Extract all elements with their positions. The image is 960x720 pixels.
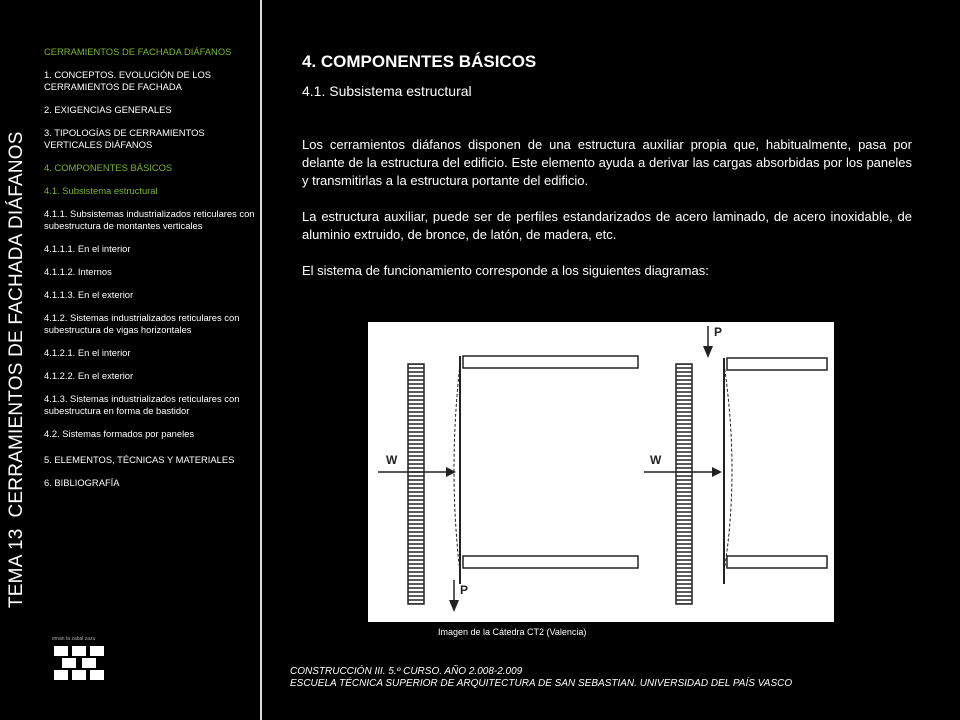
nav-item-4-1-1-2[interactable]: 4.1.1.2. Internos: [44, 266, 112, 277]
paragraph-3: El sistema de funcionamiento corresponde a los siguientes diagramas:: [302, 263, 709, 278]
label-p-bottom: P: [460, 583, 469, 597]
nav-item-4-1-2-2[interactable]: 4.1.2.2. En el exterior: [44, 370, 134, 381]
footer: [290, 666, 792, 690]
nav-item-4-1-2[interactable]: 4.1.2. Sistemas industrializados reticulares con subestructura de vigas horizontales: [44, 312, 240, 335]
diagram-right: [644, 325, 827, 604]
nav-item-bibliografia[interactable]: 6. BIBLIOGRAFÍA: [44, 477, 120, 488]
nav-item-4-1-1[interactable]: 4.1.1. Subsistemas industrializados reticulares con subestructura de montantes verticales: [44, 208, 255, 231]
vertical-title-topic: TEMA 13: [6, 528, 27, 608]
figure-caption: Imagen de la Cátedra CT2 (Valencia): [438, 627, 587, 637]
nav-item-elementos[interactable]: 5. ELEMENTOS, TÉCNICAS Y MATERIALES: [44, 454, 235, 465]
nav-item-tipologias[interactable]: 3. TIPOLOGÍAS DE CERRAMIENTOS VERTICALES DIÁFANOS: [44, 127, 205, 150]
nav-item-componentes[interactable]: 4. COMPONENTES BÁSICOS: [44, 162, 173, 173]
page-title: 4. COMPONENTES BÁSICOS: [302, 52, 537, 71]
nav-item-4-2[interactable]: 4.2. Sistemas formados por paneles: [44, 428, 195, 439]
logo-motto: eman ta zabal zazu: [52, 636, 96, 642]
section-subtitle: 4.1. Subsistema estructural: [302, 83, 472, 99]
label-w-left: W: [386, 453, 398, 467]
nav-item-4-1-1-1[interactable]: 4.1.1.1. En el interior: [44, 243, 131, 254]
nav-item-4-1-2-1[interactable]: 4.1.2.1. En el interior: [44, 347, 131, 358]
nav-item-4-1-1-3[interactable]: 4.1.1.3. En el exterior: [44, 289, 134, 300]
footer-course: CONSTRUCCIÓN III. 5.º CURSO. AÑO 2.008-2.009: [290, 666, 523, 677]
nav-item-subsistema-estructural[interactable]: 4.1. Subsistema estructural: [44, 185, 158, 196]
label-p-top: P: [714, 325, 723, 339]
university-logo: [52, 636, 108, 692]
footer-school: ESCUELA TÉCNICA SUPERIOR DE ARQUITECTURA DE SAN SEBASTIAN. UNIVERSIDAD DEL PAÍS VASCO: [290, 678, 793, 689]
sidebar-divider: [260, 0, 262, 720]
nav-item-4-1-3[interactable]: 4.1.3. Sistemas industrializados reticulares con subestructura en forma de bastidor: [44, 393, 240, 416]
label-w-right: W: [650, 453, 662, 467]
nav-item-conceptos[interactable]: 1. CONCEPTOS. EVOLUCIÓN DE LOS CERRAMIENTOS DE FACHADA: [44, 69, 212, 92]
nav-item-exigencias[interactable]: 2. EXIGENCIAS GENERALES: [44, 104, 172, 115]
paragraph-1: Los cerramientos diáfanos disponen de una estructura auxiliar propia que, habitualmente, pasa por delante de la estructura del edificio. Este elemento ayuda a derivar las cargas absorbidas por los paneles y transmitirlas a la estructura portante del edificio.: [302, 137, 912, 188]
vertical-title: [0, 0, 40, 720]
structural-diagram: [368, 322, 834, 622]
sidebar-nav: [44, 46, 258, 500]
nav-item-home[interactable]: CERRAMIENTOS DE FACHADA DIÁFANOS: [44, 46, 232, 57]
vertical-title-text: CERRAMIENTOS DE FACHADA DIÁFANOS: [6, 131, 27, 518]
diagram-left: [378, 356, 638, 612]
paragraph-2: La estructura auxiliar, puede ser de perfiles estandarizados de acero laminado, de acero inoxidable, de aluminio extruido, de bronce, de latón, de madera, etc.: [302, 209, 912, 242]
logo-emblem-icon: [52, 642, 108, 686]
